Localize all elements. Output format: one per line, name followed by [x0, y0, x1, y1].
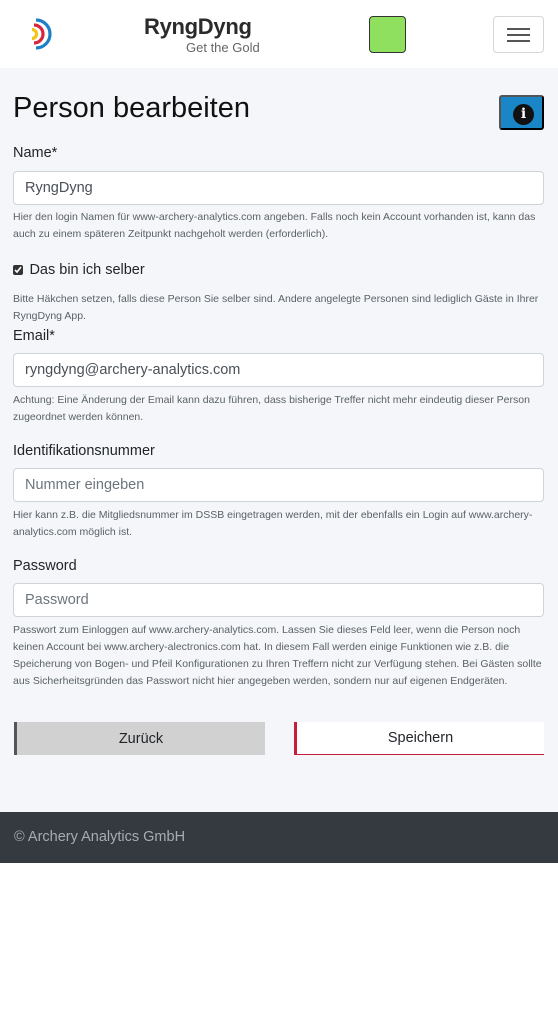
brand-logo[interactable]	[144, 10, 268, 58]
self-checkbox-label: Das bin ich selber	[29, 261, 145, 278]
name-input[interactable]	[13, 171, 544, 205]
id-number-label: Identifikationsnummer	[13, 443, 155, 459]
info-button[interactable]	[499, 95, 544, 130]
navbar	[0, 0, 558, 68]
footer	[0, 812, 558, 863]
self-checkbox-row[interactable]	[13, 261, 145, 278]
hamburger-icon	[507, 28, 530, 30]
save-button[interactable]: Speichern	[294, 722, 544, 755]
target-icon[interactable]	[24, 14, 54, 54]
email-input[interactable]	[13, 353, 544, 387]
page-title: Person bearbeiten	[13, 92, 250, 124]
main-content	[0, 68, 558, 812]
self-help-text: Bitte Häkchen setzen, falls diese Person Sie selber sind. Andere angelegte Personen sind lediglich Gäste in Ihrer RyngDyng App.	[13, 293, 539, 322]
email-help-text: Achtung: Eine Änderung der Email kann dazu führen, dass bisherige Treffer nicht mehr eindeutig dieser Person zugeordnet werden können.	[13, 394, 530, 423]
id-number-help-text: Hier kann z.B. die Mitgliedsnummer im DSSB eingetragen werden, mit der ebenfalls ein Login auf www.archery-analytics.com möglich ist.	[13, 509, 533, 538]
hamburger-icon-bar	[507, 34, 530, 36]
password-help-text: Passwort zum Einloggen auf www.archery-analytics.com. Lassen Sie dieses Feld leer, wenn die Person noch keinen Account bei www.archery-alectronics.com hat. In diesem Fall werden einige Funktionen wie z.B. die Speicherung von Bogen- und Pfeil Konfigurationen zu Ihren Treffern nicht zur Verfügung stehen. Bei Gästen sollte aus Sicherheitsgründen das Passwort nicht hier angegeben werden, sondern nur auf eigenen Endgeräten.	[13, 624, 542, 687]
back-button[interactable]: Zurück	[14, 722, 265, 755]
menu-toggle-button[interactable]	[493, 16, 544, 53]
info-circle-icon: i	[513, 104, 534, 125]
name-help-text: Hier den login Namen für www-archery-analytics.com angeben. Falls noch kein Account vorhanden ist, kann das auch zu einem späteren Zeitpunkt nachgeholt werden (erforderlich).	[13, 211, 536, 240]
brand-tagline: Get the Gold	[186, 40, 260, 55]
email-label: Email*	[13, 328, 55, 344]
name-label: Name*	[13, 145, 58, 161]
status-indicator[interactable]	[369, 16, 406, 53]
hamburger-icon-bar	[507, 40, 530, 42]
password-input[interactable]	[13, 583, 544, 617]
self-checkbox[interactable]	[13, 265, 23, 275]
password-label: Password	[13, 558, 77, 574]
id-number-input[interactable]	[13, 468, 544, 502]
footer-copyright: © Archery Analytics GmbH	[14, 829, 186, 845]
brand-name: RyngDyng	[144, 14, 252, 39]
